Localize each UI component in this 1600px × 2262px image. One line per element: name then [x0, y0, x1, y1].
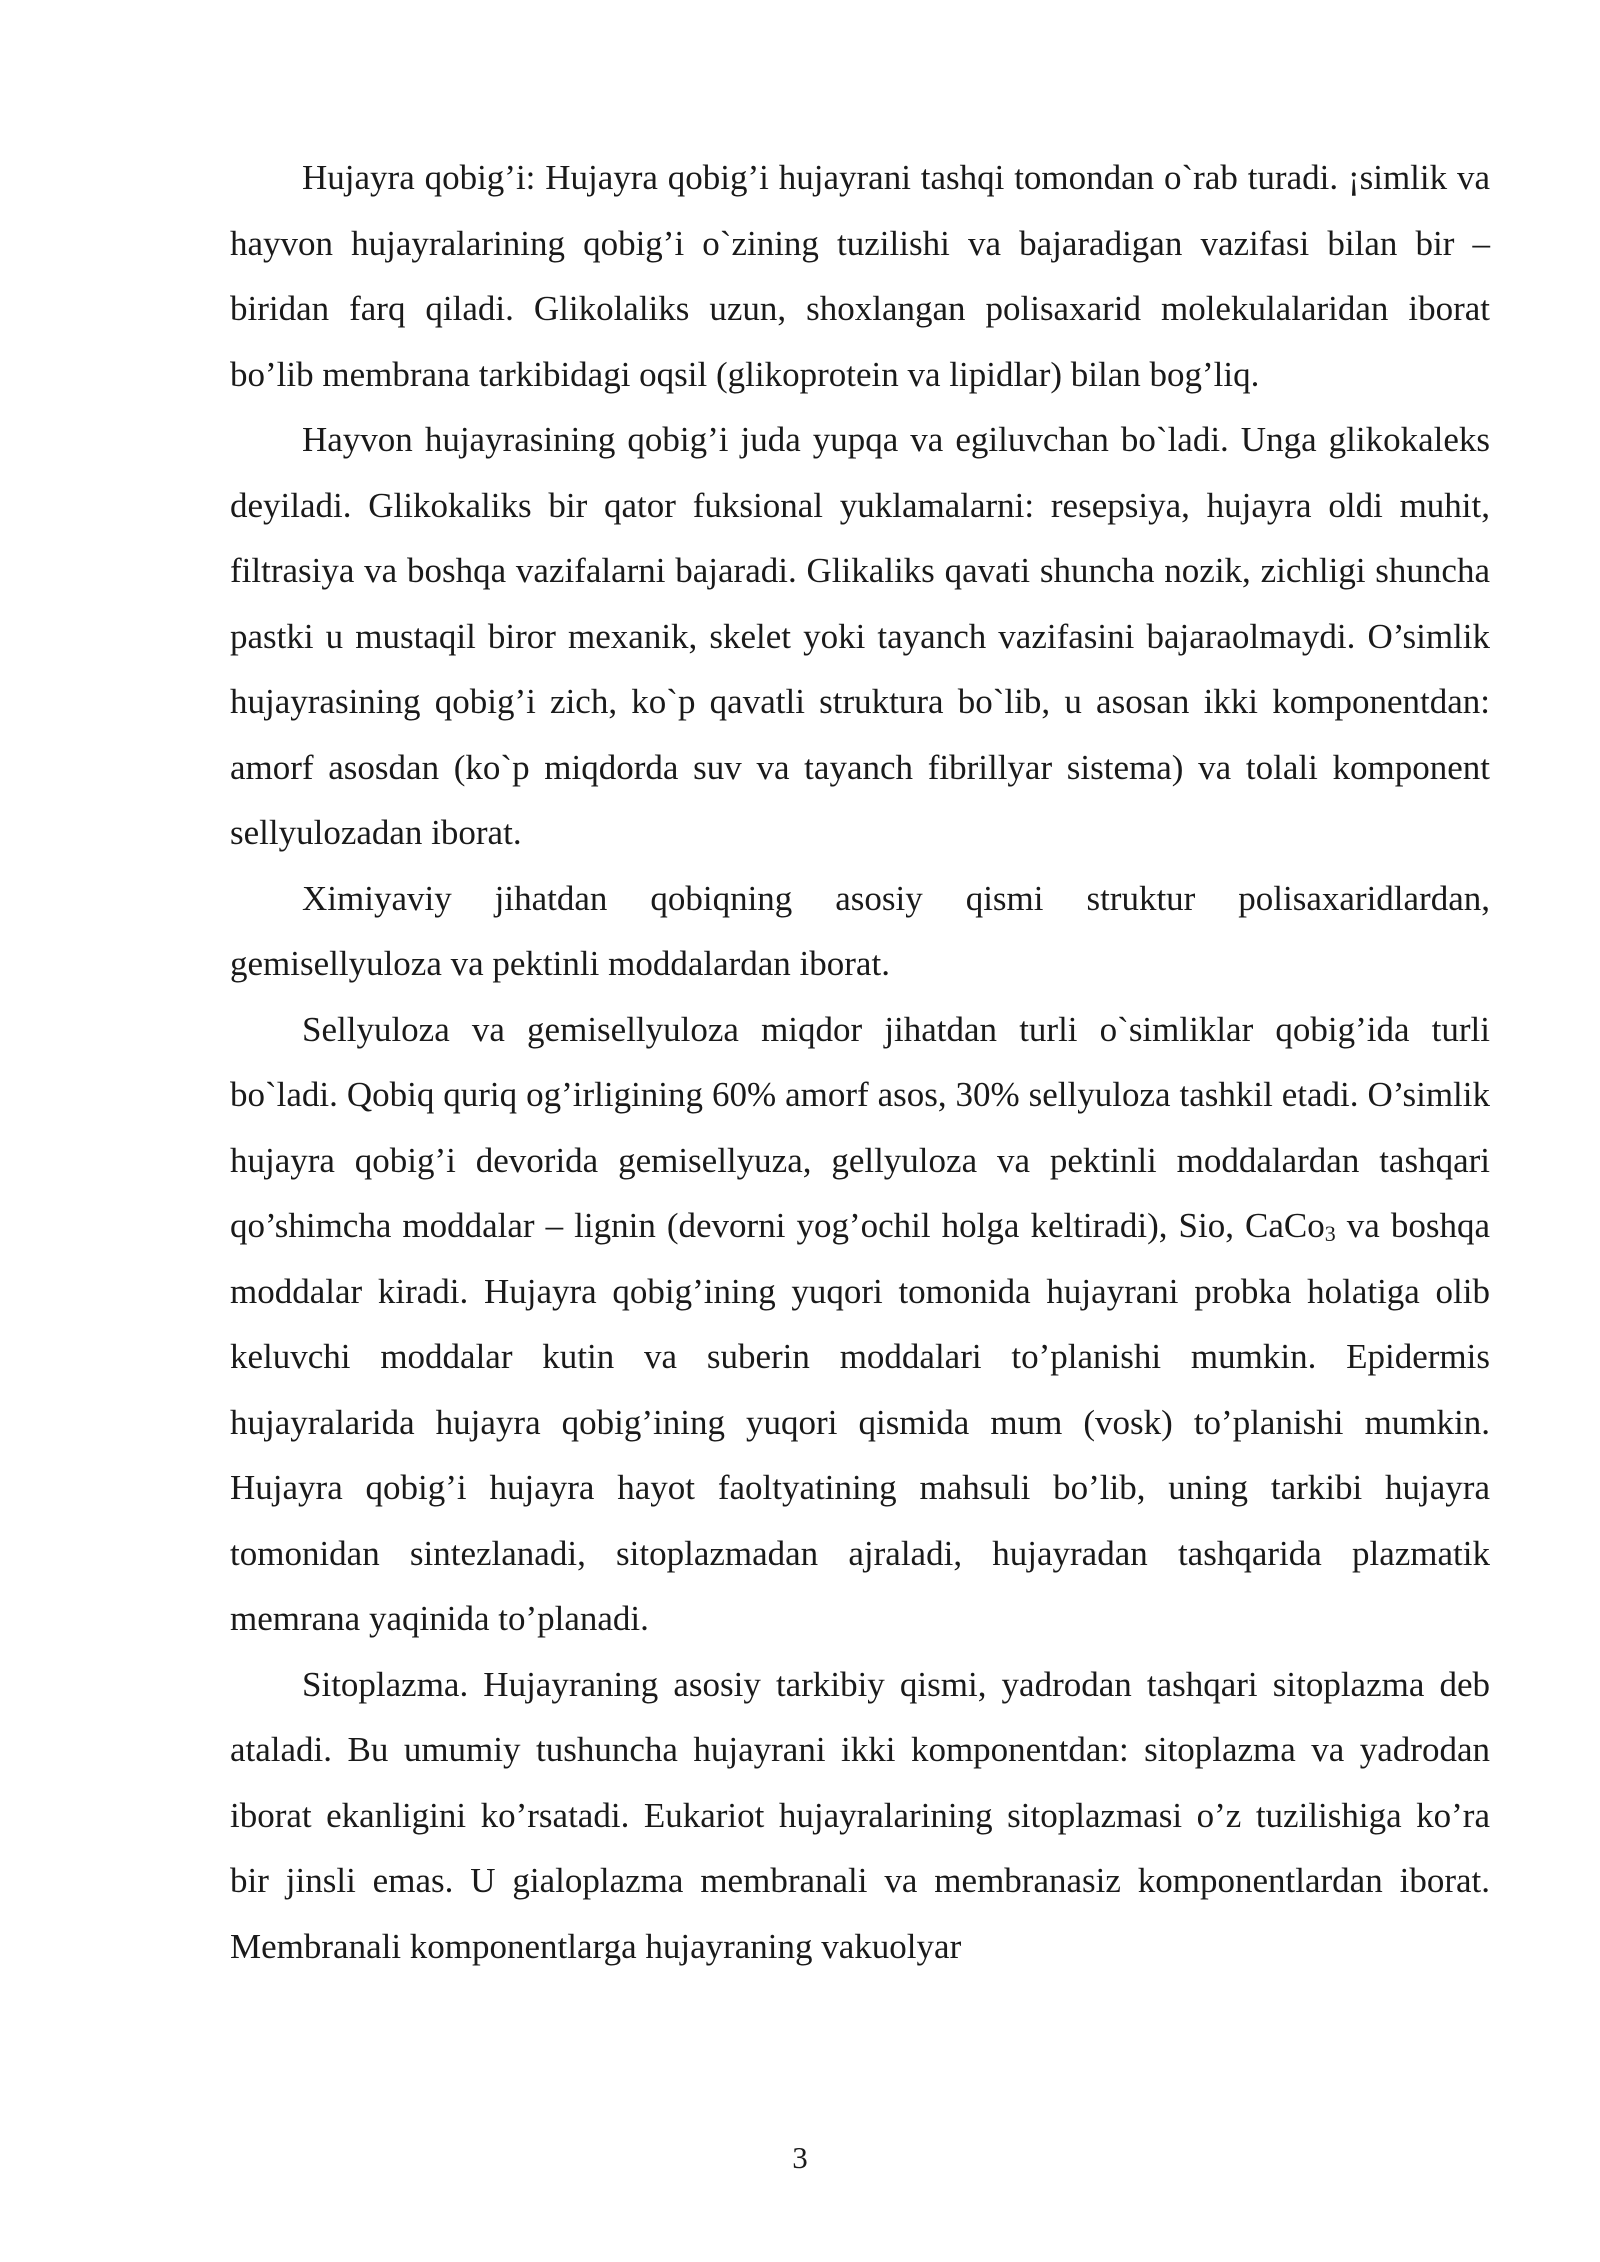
page-body	[230, 145, 1490, 1979]
subscript-three: 3	[1324, 1221, 1336, 1246]
paragraph-cellulose-text-b: va boshqa moddalar kiradi. Hujayra qobig’ining yuqori tomonida hujayrani probka holatiga olib keluvchi moddalar kutin va suberin moddalari to’planishi mumkin. Epidermis hujayralarida hujayra qobig’ining yuqori qismida mum (vosk) to’planishi mumkin. Hujayra qobig’i hujayra hayot faoltyatining mahsuli bo’lib, uning tarkibi hujayra tomonidan sintezlanadi, sitoplazmadan ajraladi, hujayradan tashqarida plazmatik memrana yaqinida to’planadi.	[230, 1206, 1490, 1638]
paragraph-chemical-composition: Ximiyaviy jihatdan qobiqning asosiy qismi struktur polisaxaridlardan, gemisellyuloza va pektinli moddalardan iborat.	[230, 878, 1490, 983]
page-number: 3	[792, 2140, 808, 2175]
paragraph-cytoplasm: Sitoplazma. Hujayraning asosiy tarkibiy qismi, yadrodan tashqari sitoplazma deb ataladi. Bu umumiy tushuncha hujayrani ikki komponentdan: sitoplazma va yadrodan iborat ekanligini ko’rsatadi. Eukariot hujayralarining sitoplazmasi o’z tuzilishiga ko’ra bir jinsli emas. U gialoplazma membranali va membranasiz komponentlardan iborat. Membranali komponentlarga hujayraning vakuolyar	[230, 1664, 1490, 1966]
paragraph-animal-cell-coat: Hayvon hujayrasining qobig’i juda yupqa va egiluvchan bo`ladi. Unga glikokaleks deyiladi. Glikokaliks bir qator fuksional yuklamalarni: resepsiya, hujayra oldi muhit, filtrasiya va boshqa vazifalarni bajaradi. Glikaliks qavati shuncha nozik, zichligi shuncha pastki u mustaqil biror mexanik, skelet yoki tayanch vazifasini bajaraolmaydi. O’simlik hujayrasining qobig’i zich, ko`p qavatli struktura bo`lib, u asosan ikki komponentdan: amorf asosdan (ko`p miqdorda suv va tayanch fibrillyar sistema) va tolali komponent sellyulozadan iborat.	[230, 420, 1490, 852]
paragraph-cellulose-text-a: Sellyuloza va gemisellyuloza miqdor jihatdan turli o`simliklar qobig’ida turli bo`ladi. Qobiq quriq og’irligining 60% amorf asos, 30% sellyuloza tashkil etadi. O’simlik hujayra qobig’i devorida gemisellyuza, gellyuloza va pektinli moddalardan tashqari qo’shimcha moddalar – lignin (devorni yog’ochil holga keltiradi), Sio, CaCo	[230, 1009, 1490, 1245]
paragraph-cell-wall: Hujayra qobig’i: Hujayra qobig’i hujayrani tashqi tomondan o`rab turadi. ¡simlik va hayvon hujayralarining qobig’i o`zining tuzilishi va bajaradigan vazifasi bilan bir – biridan farq qiladi. Glikolaliks uzun, shoxlangan polisaxarid molekulalaridan iborat bo’lib membrana tarkibidagi oqsil (glikoprotein va lipidlar) bilan bog’liq.	[230, 158, 1490, 394]
paragraph-cellulose	[230, 997, 1490, 1652]
